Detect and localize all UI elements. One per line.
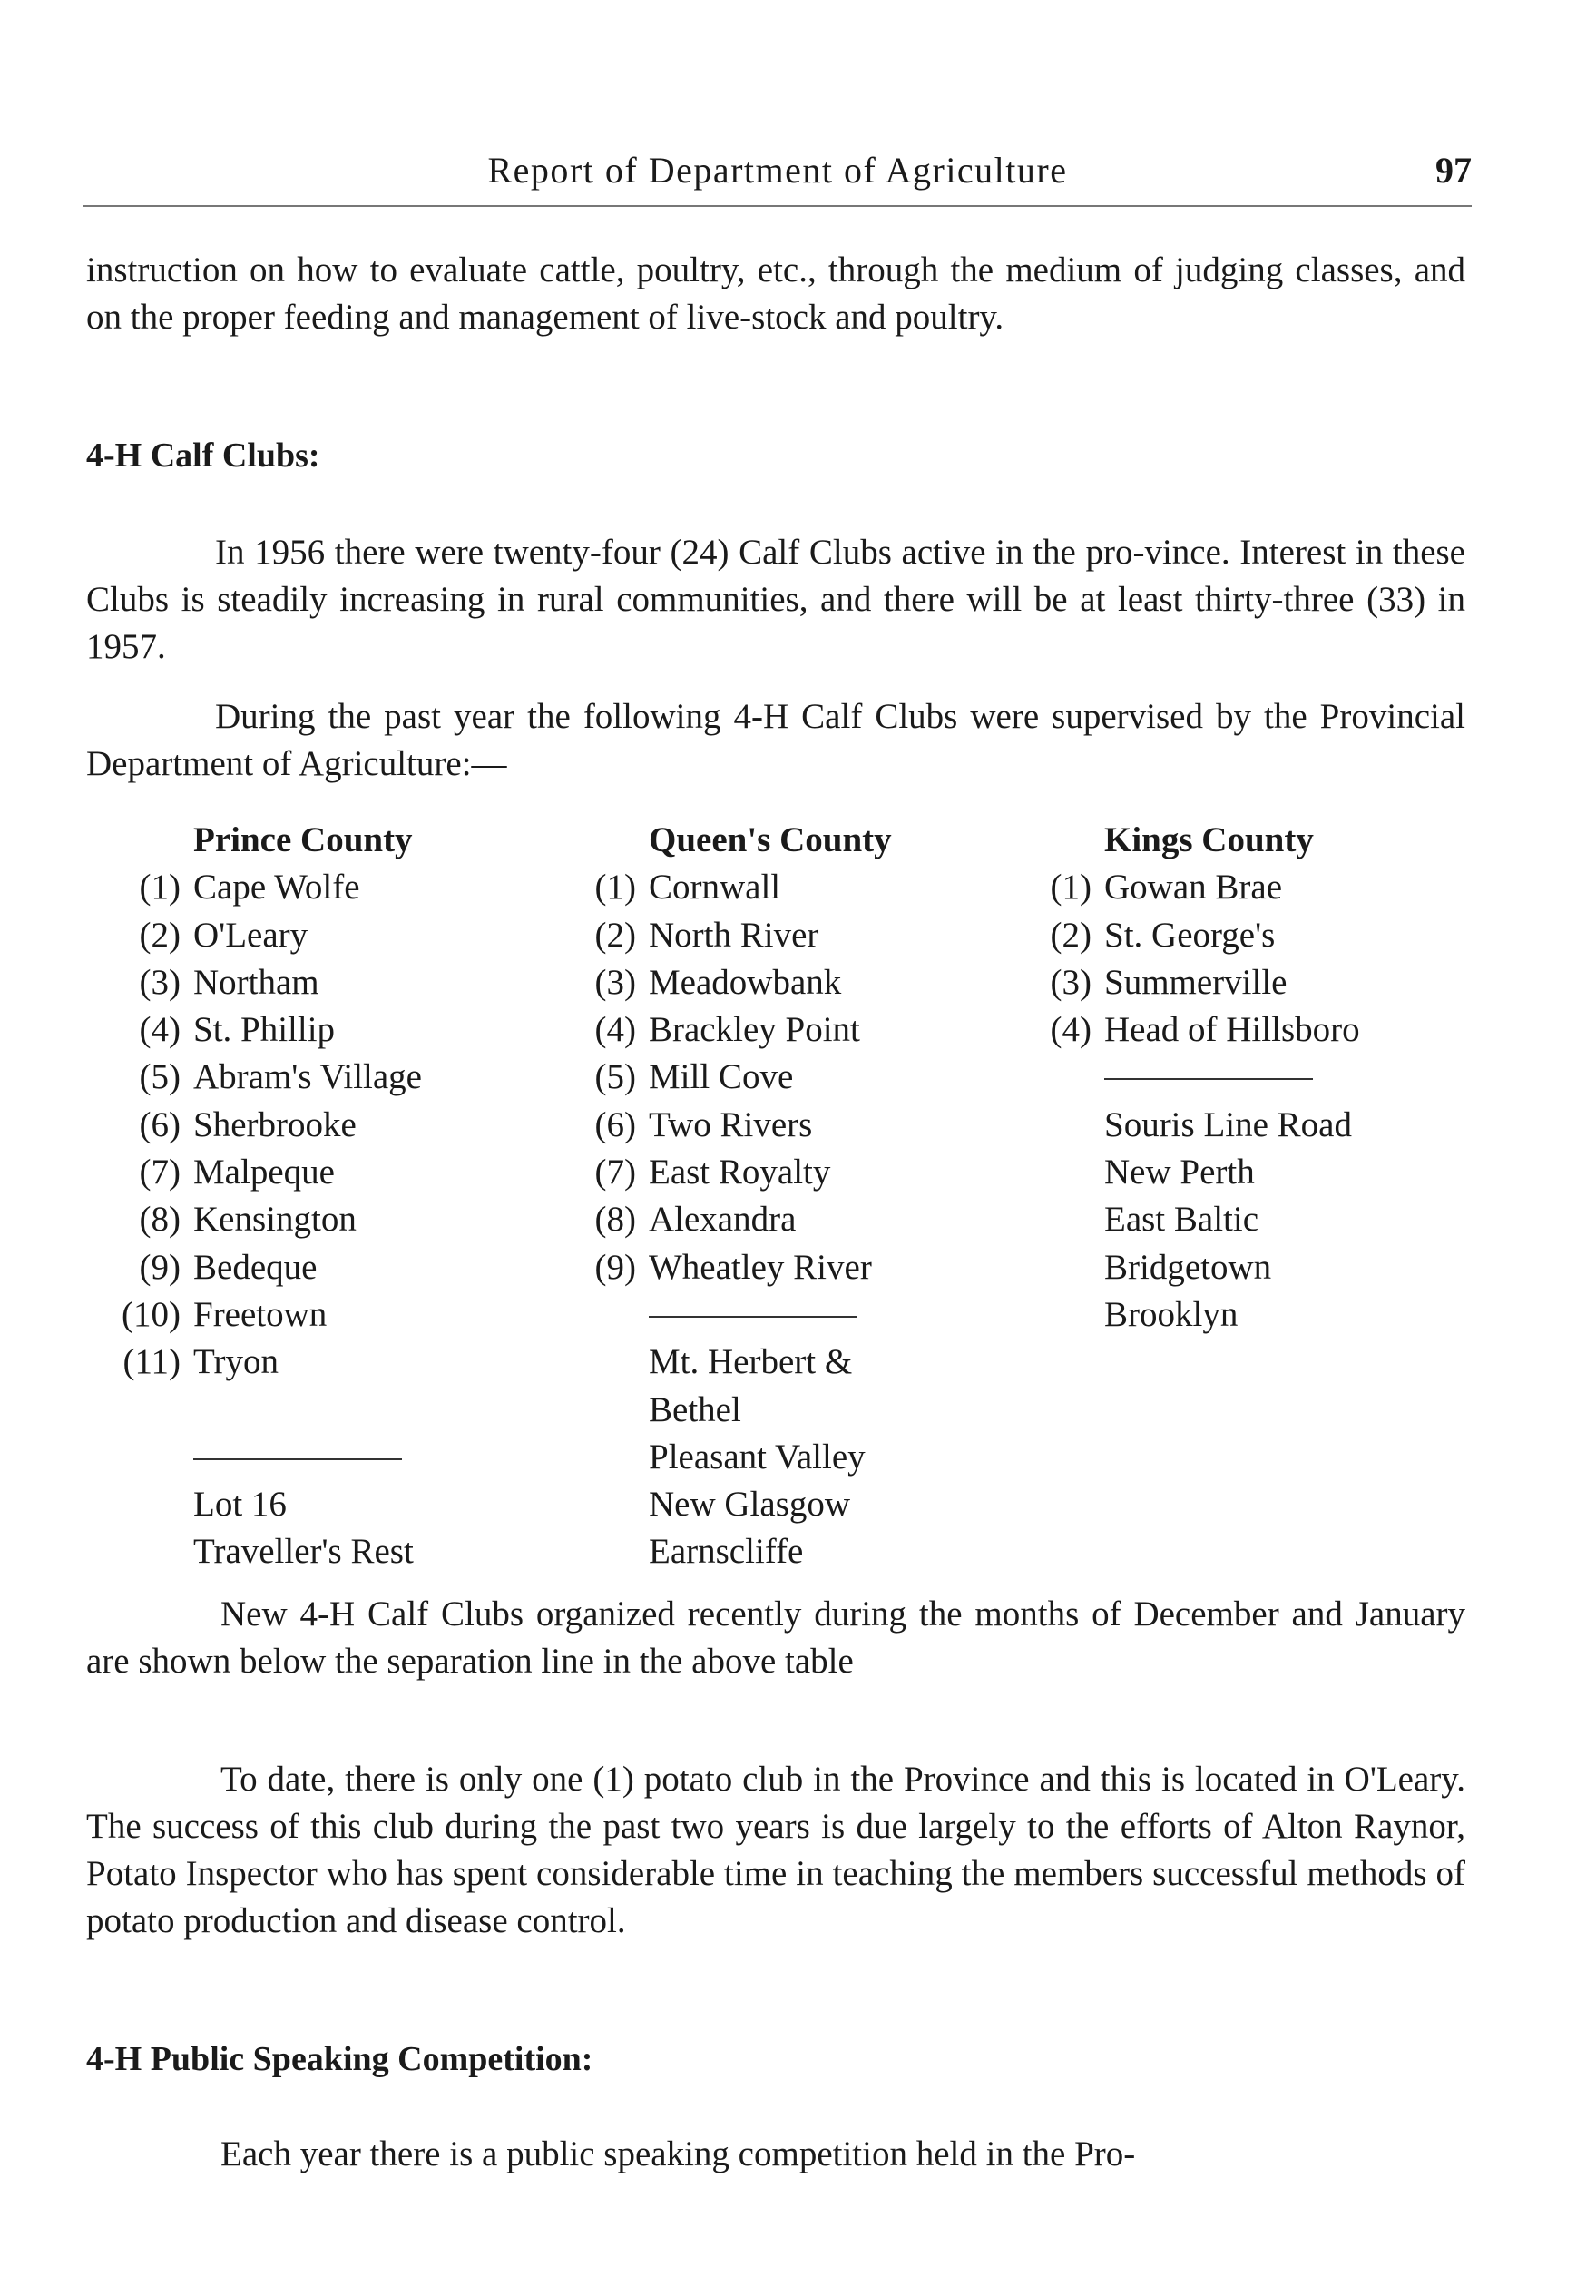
club-list-item [540, 959, 1012, 1006]
club-number: (1) [139, 868, 181, 908]
club-number: (9) [139, 1247, 181, 1287]
prince-county-title: Prince County [193, 820, 413, 859]
club-number: (4) [139, 1010, 181, 1050]
club-number: (9) [594, 1247, 636, 1287]
club-name: Bedeque [193, 1247, 318, 1287]
spacer [84, 1387, 556, 1434]
club-number: (5) [594, 1057, 636, 1097]
club-name: St. Phillip [193, 1010, 336, 1050]
new-club-item: East Baltic [1104, 1200, 1259, 1240]
calf-clubs-paragraph-1: In 1956 there were twenty-four (24) Calf Clubs active in the pro-vince. Interest in these Clubs is steadily increasing in rural communities, and there will be at least thirty-three (33) in 1957. [86, 533, 1465, 666]
club-list-item [84, 959, 556, 1006]
club-list-item [84, 1244, 556, 1291]
club-list-item [540, 1149, 1012, 1196]
potato-club-paragraph: To date, there is only one (1) potato club in the Province and this is located in O'Leary. The success of this club during the past two years is due largely to the efforts of Alton Raynor, Potato Inspector who has spent considerable time in teaching the members successful methods of potato production and disease control. [86, 1760, 1465, 1940]
queens-county-title: Queen's County [649, 820, 892, 859]
club-name: Cape Wolfe [193, 868, 360, 908]
club-name: Mill Cove [649, 1057, 794, 1097]
new-club-item: Mt. Herbert & [649, 1342, 853, 1382]
club-number: (7) [594, 1153, 636, 1192]
club-number: (11) [122, 1342, 181, 1382]
club-list-item [84, 912, 556, 959]
club-number: (7) [139, 1153, 181, 1192]
club-list-item [540, 1244, 1012, 1291]
club-list-item [540, 1196, 1012, 1243]
club-name: St. George's [1104, 915, 1276, 955]
club-number: (3) [594, 962, 636, 1002]
club-name: Wheatley River [649, 1247, 872, 1287]
public-speaking-paragraph: Each year there is a public speaking competition held in the Pro- [220, 2134, 1136, 2173]
club-list-item [84, 1054, 556, 1101]
new-club-item: Lot 16 [193, 1485, 287, 1525]
new-club-item: Bethel [649, 1389, 741, 1429]
club-number: (5) [139, 1057, 181, 1097]
club-name: Brackley Point [649, 1010, 860, 1050]
club-name: Sherbrooke [193, 1104, 357, 1144]
club-number: (2) [594, 915, 636, 955]
new-club-item: Traveller's Rest [193, 1532, 414, 1572]
club-list-item [995, 912, 1467, 959]
club-name: Two Rivers [649, 1104, 813, 1144]
prince-county-column [84, 817, 556, 1576]
club-number: (8) [594, 1200, 636, 1240]
club-name: East Royalty [649, 1153, 831, 1192]
club-list-item [84, 1102, 556, 1149]
club-list-item [540, 1006, 1012, 1054]
club-list-item [995, 1006, 1467, 1054]
running-header [83, 145, 1472, 207]
club-list-item [540, 912, 1012, 959]
club-number: (1) [594, 868, 636, 908]
club-number: (3) [139, 962, 181, 1002]
kings-county-column [995, 817, 1467, 1339]
club-number: (6) [594, 1104, 636, 1144]
club-number: (3) [1050, 962, 1092, 1002]
separation-line [84, 1434, 556, 1481]
public-speaking-heading: 4-H Public Speaking Competition: [86, 2040, 593, 2078]
page-number: 97 [1435, 150, 1472, 191]
club-list-item [84, 864, 556, 911]
club-name: Kensington [193, 1200, 357, 1240]
club-number: (10) [122, 1294, 181, 1334]
club-name: Gowan Brae [1104, 868, 1283, 908]
new-club-item: Souris Line Road [1104, 1104, 1352, 1144]
club-name: Abram's Village [193, 1057, 422, 1097]
club-number: (8) [139, 1200, 181, 1240]
club-name: Summerville [1104, 962, 1288, 1002]
club-list-item [540, 864, 1012, 911]
club-list-item [540, 1102, 1012, 1149]
club-number: (4) [1050, 1010, 1092, 1050]
club-number: (2) [139, 915, 181, 955]
club-number: (4) [594, 1010, 636, 1050]
club-list-item [84, 1339, 556, 1386]
club-name: Meadowbank [649, 962, 842, 1002]
new-club-item: Bridgetown [1104, 1247, 1272, 1287]
club-name: Cornwall [649, 868, 781, 908]
club-number: (2) [1050, 915, 1092, 955]
kings-county-title: Kings County [1104, 820, 1314, 859]
club-number: (6) [139, 1104, 181, 1144]
separation-line [540, 1291, 1012, 1339]
club-list-item [84, 1196, 556, 1243]
club-name: Freetown [193, 1294, 328, 1334]
club-list-item [995, 959, 1467, 1006]
club-name: Alexandra [649, 1200, 797, 1240]
club-list-item [84, 1291, 556, 1339]
club-list-item [540, 1054, 1012, 1101]
club-name: Northam [193, 962, 319, 1002]
new-club-item: New Perth [1104, 1153, 1255, 1192]
separation-line [995, 1054, 1467, 1101]
intro-paragraph: instruction on how to evaluate cattle, poultry, etc., through the medium of judging classes, and on the proper feeding and management of live-stock and poultry. [86, 250, 1465, 337]
club-list-item [995, 864, 1467, 911]
calf-clubs-heading: 4-H Calf Clubs: [86, 437, 320, 475]
club-list-item [84, 1149, 556, 1196]
club-list-item [84, 1006, 556, 1054]
club-name: Tryon [193, 1342, 279, 1382]
club-name: Head of Hillsboro [1104, 1010, 1360, 1050]
club-number: (1) [1050, 868, 1092, 908]
new-club-item: Earnscliffe [649, 1532, 804, 1572]
new-club-item: Brooklyn [1104, 1294, 1239, 1334]
new-clubs-paragraph: New 4-H Calf Clubs organized recently during the months of December and January are shown below the separation line in the above table [86, 1594, 1465, 1681]
club-name: O'Leary [193, 915, 308, 955]
club-name: Malpeque [193, 1153, 335, 1192]
running-title: Report of Department of Agriculture [487, 150, 1068, 191]
calf-clubs-paragraph-2: During the past year the following 4-H Calf Clubs were supervised by the Provincial Department of Agriculture:— [86, 697, 1465, 783]
club-name: North River [649, 915, 819, 955]
new-club-item: New Glasgow [649, 1485, 851, 1525]
queens-county-column [540, 817, 1012, 1576]
new-club-item: Pleasant Valley [649, 1437, 866, 1477]
